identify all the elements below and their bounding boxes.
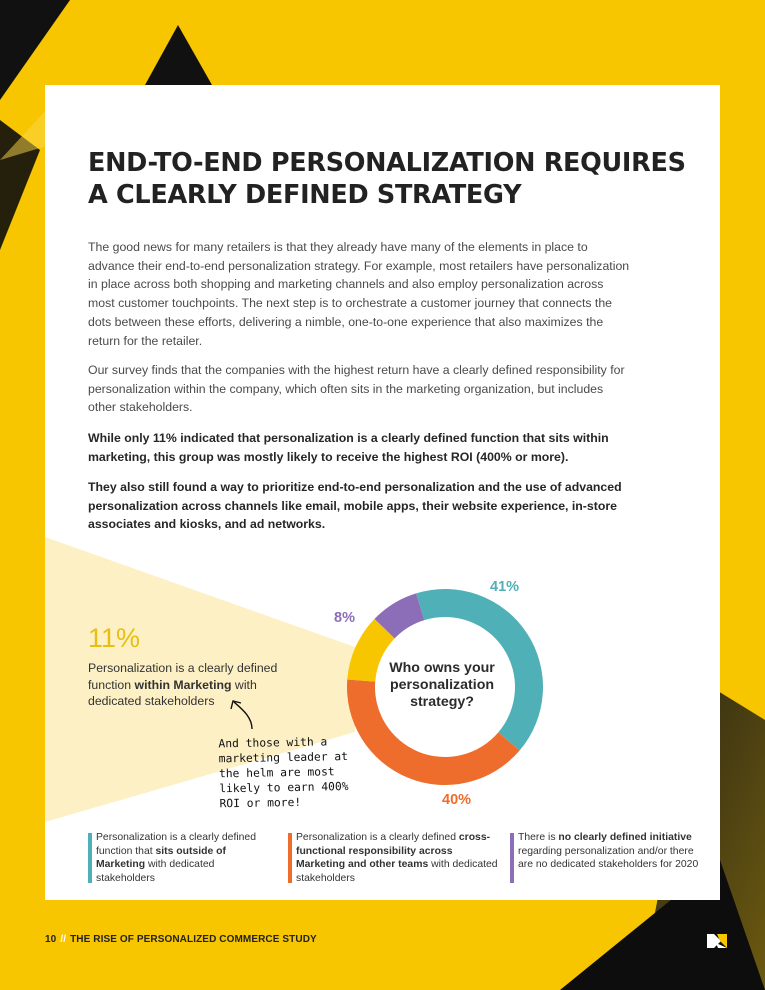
legend-color-bar: [288, 833, 292, 883]
highlight-paragraph-channels: They also still found a way to prioritize end-to-end personalization and the use of advanced personalization across channels like email, mobile apps, their website experience, in-store associates and kiosks, and ad networks.: [88, 480, 622, 532]
label-41-percent: 41%: [490, 579, 520, 595]
label-40-percent: 40%: [442, 792, 472, 808]
brand-logo-icon: [707, 931, 727, 951]
study-title: THE RISE OF PERSONALIZED COMMERCE STUDY: [70, 934, 317, 945]
arrow-icon: [228, 697, 258, 731]
label-8-percent: 8%: [334, 610, 355, 626]
legend-item-outside-marketing: Personalization is a clearly defined function that sits outside of Marketing with dedicated stakeholders: [88, 831, 274, 885]
legend-color-bar: [88, 833, 92, 883]
legend-color-bar: [510, 833, 514, 883]
highlight-paragraph-roi: While only 11% indicated that personalization is a clearly defined function that sits within marketing, this group was mostly likely to receive the highest ROI (400% or more).: [88, 431, 609, 464]
callout-description: Personalization is a clearly defined function within Marketing with dedicated stakeholders: [88, 661, 278, 708]
callout-percent: 11%: [88, 623, 141, 653]
legend-item-no-initiative: There is no clearly defined initiative regarding personalization and/or there are no dedicated stakeholders for 2020: [510, 831, 708, 872]
intro-paragraph: The good news for many retailers is that they already have many of the elements in place to advance their end-to-end personalization strategy. For example, most retailers have personalization in place across both shopping and marketing channels and also employ personalization across most customer touchpoints. The next step is to orchestrate a customer journey that connects the dots between these efforts, delivering a nimble, one-to-one experience that also maximizes the return for the retailer.: [88, 240, 630, 348]
page-title: END-TO-END PERSONALIZATION REQUIRES A CLEARLY DEFINED STRATEGY: [88, 148, 686, 210]
survey-paragraph: Our survey finds that the companies with the highest return have a clearly defined responsibility for personalization within the company, which often sits in the marketing organization, but includes other stakeholders.: [88, 363, 625, 415]
handwritten-note: And those with a marketing leader at the helm are most likely to earn 400% ROI or more!: [218, 735, 349, 811]
page-number: 10: [45, 934, 57, 945]
legend-item-cross-functional: Personalization is a clearly defined cross-functional responsibility across Marketing and other teams with dedicated stakeholders: [288, 831, 501, 885]
content-card: [45, 85, 720, 900]
page-footer: [45, 934, 317, 945]
footer-separator: //: [60, 934, 67, 945]
chart-center-label: Who owns your personalization strategy?: [389, 660, 495, 710]
